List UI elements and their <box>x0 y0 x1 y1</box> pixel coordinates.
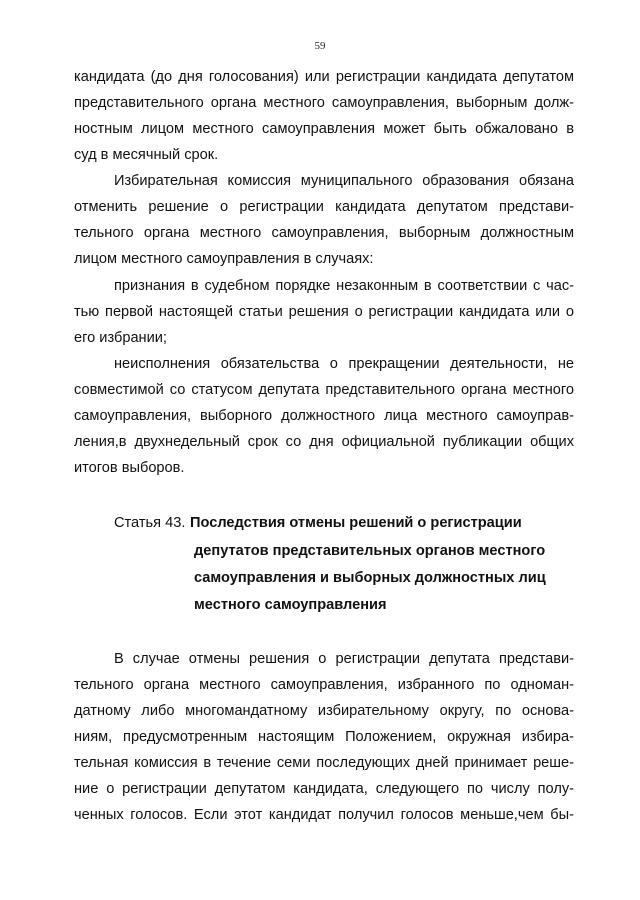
article-number: Статья 43. <box>114 515 186 531</box>
text-line: неисполнения обязательства о прекращении деятельности, не <box>114 356 574 372</box>
text-line: ние о регистрации депутатом кандидата, следующего по числу полу- <box>74 781 574 797</box>
text-line: кандидата (до дня голосования) или регистрации кандидата депутатом <box>74 69 574 85</box>
text-line: тью первой настоящей статьи решения о регистрации кандидата или о <box>74 304 574 320</box>
text-line: суд в месячный срок. <box>74 147 219 163</box>
text-line: ностным лицом местного самоуправления может быть обжаловано в <box>74 121 574 137</box>
text-line: тельного органа местного самоуправления, выборным должностным <box>74 225 574 241</box>
text-line: признания в судебном порядке незаконным в соответствии с час- <box>114 278 574 294</box>
page-number: 59 <box>314 40 326 52</box>
text-line: отменить решение о регистрации кандидата депутатом представи- <box>74 199 574 215</box>
text-line: итогов выборов. <box>74 460 185 476</box>
text-line: датному либо многомандатному избирательному округу, по основа- <box>74 703 574 719</box>
text-line: В случае отмены решения о регистрации депутата представи- <box>114 651 574 667</box>
text-line: ления,в двухнедельный срок со дня официальной публикации общих <box>74 434 574 450</box>
article-title-line: самоуправления и выборных должностных лиц <box>194 570 546 586</box>
text-line: Избирательная комиссия муниципального образования обязана <box>114 173 574 189</box>
text-line: представительного органа местного самоуправления, выборным долж- <box>74 95 574 111</box>
text-line: совместимой со статусом депутата представительного органа местного <box>74 382 574 398</box>
text-line: ниям, предусмотренным настоящим Положением, окружная избира- <box>74 729 574 745</box>
text-line: тельная комиссия в течение семи последующих дней принимает реше- <box>74 755 574 771</box>
article-title-line: депутатов представительных органов местного <box>194 543 546 559</box>
text-line: тельного органа местного самоуправления, избранного по одноман- <box>74 677 574 693</box>
text-line: ченных голосов. Если этот кандидат получил голосов меньше,чем бы- <box>74 807 574 823</box>
text-line: самоуправления, выборного должностного лица местного самоуправ- <box>74 408 574 424</box>
text-line: его избрании; <box>74 330 167 346</box>
article-title-line: местного самоуправления <box>194 597 387 613</box>
article-title-line: Последствия отмены решений о регистрации <box>190 515 522 531</box>
text-line: лицом местного самоуправления в случаях: <box>74 251 374 267</box>
